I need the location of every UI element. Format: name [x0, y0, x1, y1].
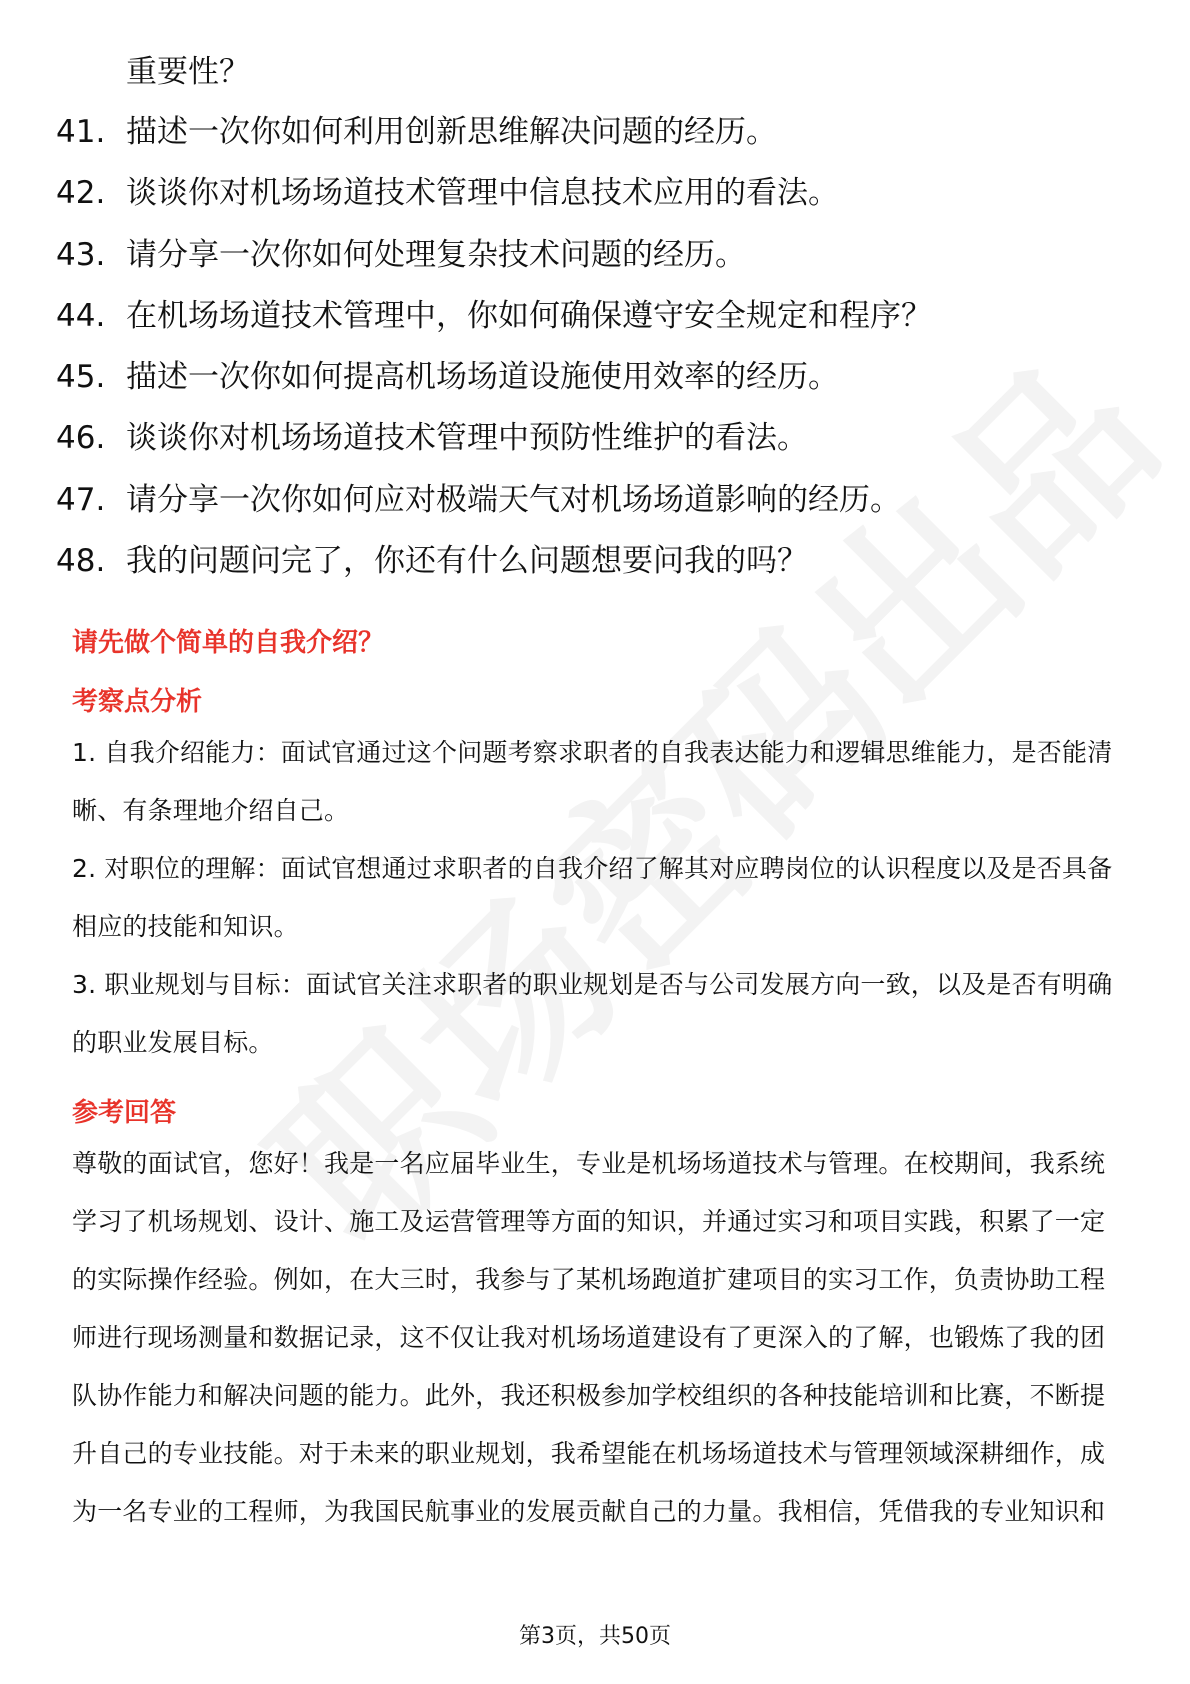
question-text: 描述一次你如何提高机场场道设施使用效率的经历。: [126, 359, 839, 396]
answer-paragraph: 尊敬的面试官，您好！我是一名应届毕业生，专业是机场场道技术与管理。在校期间，我系统学习了机场规划、设计、施工及运营管理等方面的知识，并通过实习和项目实践，积累了一定的实际操作经验。例如，在大三时，我参与了某机场跑道扩建项目的实习工作，负责协助工程师进行现场测量和数据记录，这不仅让我对机场场道建设有了更深入的了解，也锻炼了我的团队协作能力和解决问题的能力。此外，我还积极参加学校组织的各种技能培训和比赛，不断提升自己的专业技能。对于未来的职业规划，我希望能在机场场道技术与管理领域深耕细作，成为一名专业的工程师，为我国民航事业的发展贡献自己的力量。我相信，凭借我的专业知识和: [72, 1149, 1106, 1526]
question-text: 请分享一次你如何应对极端天气对机场场道影响的经历。: [126, 481, 901, 518]
answer-heading: 参考回答: [72, 1098, 177, 1128]
list-item: [56, 112, 932, 173]
question-number: 47.: [56, 481, 106, 518]
list-item: [56, 235, 932, 296]
question-number: 46.: [56, 420, 106, 457]
question-text: 谈谈你对机场场道技术管理中预防性维护的看法。: [126, 420, 808, 457]
question-list: [56, 112, 932, 602]
list-item: [56, 296, 932, 357]
question-number: 48.: [56, 543, 106, 580]
question-continuation: 重要性？: [126, 54, 250, 90]
question-number: 41.: [56, 114, 106, 150]
analysis-heading: 考察点分析: [72, 687, 203, 717]
page-footer: 第3页，共50页: [519, 1624, 671, 1649]
list-item: [56, 418, 932, 479]
question-text: 请分享一次你如何处理复杂技术问题的经历。: [126, 236, 746, 273]
list-item: [56, 357, 932, 418]
list-item: [56, 480, 932, 541]
question-text: 我的问题问完了，你还有什么问题想要问我的吗？: [126, 543, 808, 580]
question-number: 42.: [56, 175, 106, 212]
question-number: 43.: [56, 236, 106, 273]
question-heading: 请先做个简单的自我介绍？: [72, 628, 385, 658]
question-text: 谈谈你对机场场道技术管理中信息技术应用的看法。: [126, 175, 839, 212]
analysis-point: 3. 职业规划与目标：面试官关注求职者的职业规划是否与公司发展方向一致，以及是否有明确的职业发展目标。: [72, 970, 1113, 1057]
question-text: 在机场场道技术管理中，你如何确保遵守安全规定和程序？: [126, 297, 932, 334]
analysis-point: 2. 对职位的理解：面试官想通过求职者的自我介绍了解其对应聘岗位的认识程度以及是否具备相应的技能和知识。: [72, 854, 1113, 941]
analysis-point: 1. 自我介绍能力：面试官通过这个问题考察求职者的自我表达能力和逻辑思维能力，是否能清晰、有条理地介绍自己。: [72, 738, 1113, 825]
question-text: 描述一次你如何利用创新思维解决问题的经历。: [126, 114, 777, 150]
question-number: 45.: [56, 359, 106, 396]
list-item: [56, 541, 932, 602]
list-item: [56, 173, 932, 234]
question-number: 44.: [56, 297, 106, 334]
